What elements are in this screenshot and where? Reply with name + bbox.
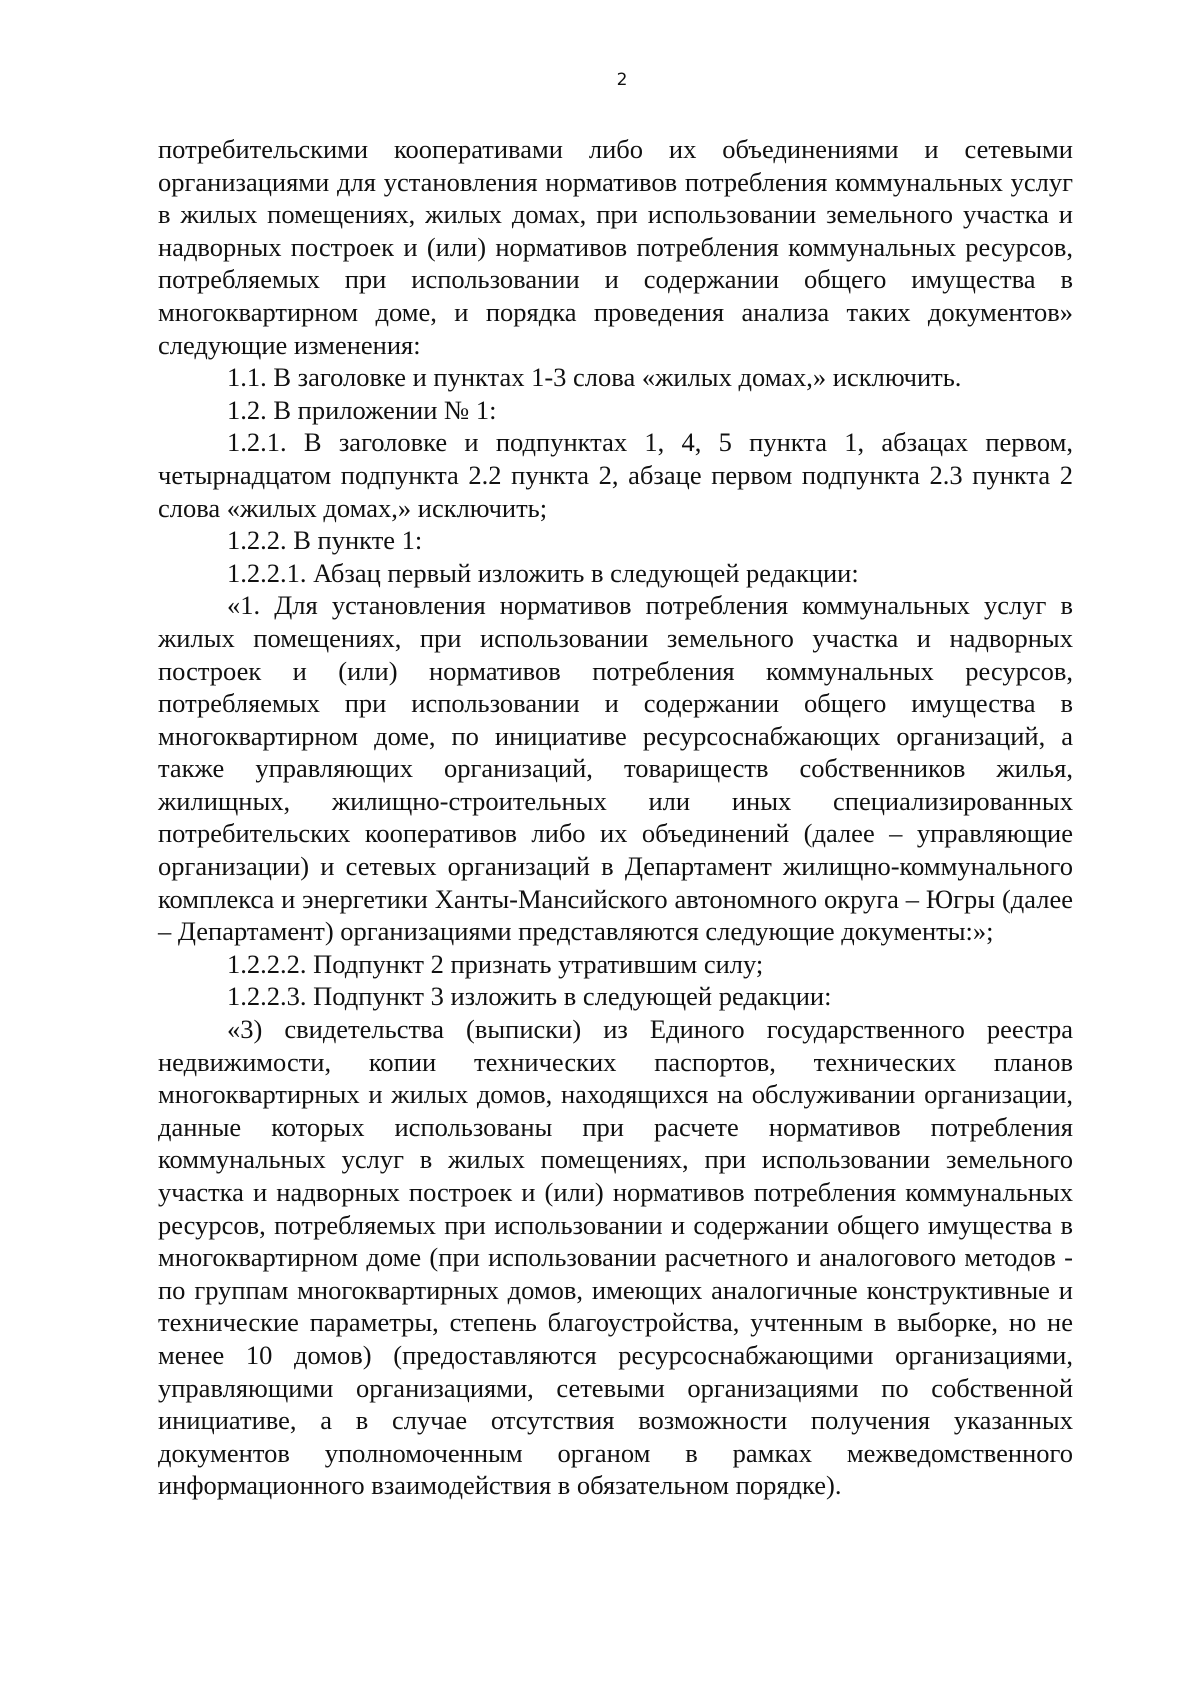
paragraph: 1.2.1. В заголовке и подпунктах 1, 4, 5 пункта 1, абзацах первом, четырнадцатом подпункта 2.2 пункта 2, абзаце первом подпункта 2.3 пункта 2 слова «жилых домах,» исключить; xyxy=(158,427,1073,523)
paragraph: 1.2. В приложении № 1: xyxy=(227,394,497,425)
paragraph: 1.1. В заголовке и пунктах 1-3 слова «жилых домах,» исключить. xyxy=(227,362,962,393)
page-number: 2 xyxy=(616,70,628,90)
paragraph: 1.2.2.1. Абзац первый изложить в следующей редакции: xyxy=(227,557,859,588)
paragraph: потребительскими кооперативами либо их объединениями и сетевыми организациями для установления нормативов потребления коммунальных услуг в жилых помещениях, жилых домах, при использовании земельного участка и надворных построек и (или) нормативов потребления коммунальных ресурсов, потребляемых при использовании и содержании общего имущества в многоквартирном доме, и порядка проведения анализа таких документов» следующие изменения: xyxy=(158,134,1073,360)
document-body xyxy=(158,133,1073,1502)
paragraph: 1.2.2.2. Подпункт 2 признать утратившим силу; xyxy=(227,948,764,979)
paragraph: 1.2.2.3. Подпункт 3 изложить в следующей редакции: xyxy=(227,981,832,1012)
paragraph: «3) свидетельства (выписки) из Единого государственного реестра недвижимости, копии технических паспортов, технических планов многоквартирных и жилых домов, находящихся на обслуживании организации, данные которых использованы при расчете нормативов потребления коммунальных услуг в жилых помещениях, при использовании земельного участка и надворных построек и (или) нормативов потребления коммунальных ресурсов, потребляемых при использовании и содержании общего имущества в многоквартирном доме (при использовании расчетного и аналогового методов - по группам многоквартирных домов, имеющих аналогичные конструктивные и технические параметры, степень благоустройства, учтенным в выборке, но не менее 10 домов) (предоставляются ресурсоснабжающими организациями, управляющими организациями, сетевыми организациями по собственной инициативе, а в случае отсутствия возможности получения указанных документов уполномоченным органом в рамках межведомственного информационного взаимодействия в обязательном порядке). xyxy=(158,1014,1073,1501)
paragraph: «1. Для установления нормативов потребления коммунальных услуг в жилых помещениях, при использовании земельного участка и надворных построек и (или) нормативов потребления коммунальных ресурсов, потребляемых при использовании и содержании общего имущества в многоквартирном доме, по инициативе ресурсоснабжающих организаций, а также управляющих организаций, товариществ собственников жилья, жилищных, жилищно-строительных или иных специализированных потребительских кооперативов либо их объединений (далее – управляющие организации) и сетевых организаций в Департамент жилищно-коммунального комплекса и энергетики Ханты-Мансийского автономного округа – Югры (далее – Департамент) организациями представляются следующие документы:»; xyxy=(158,590,1073,947)
paragraph: 1.2.2. В пункте 1: xyxy=(227,525,423,556)
